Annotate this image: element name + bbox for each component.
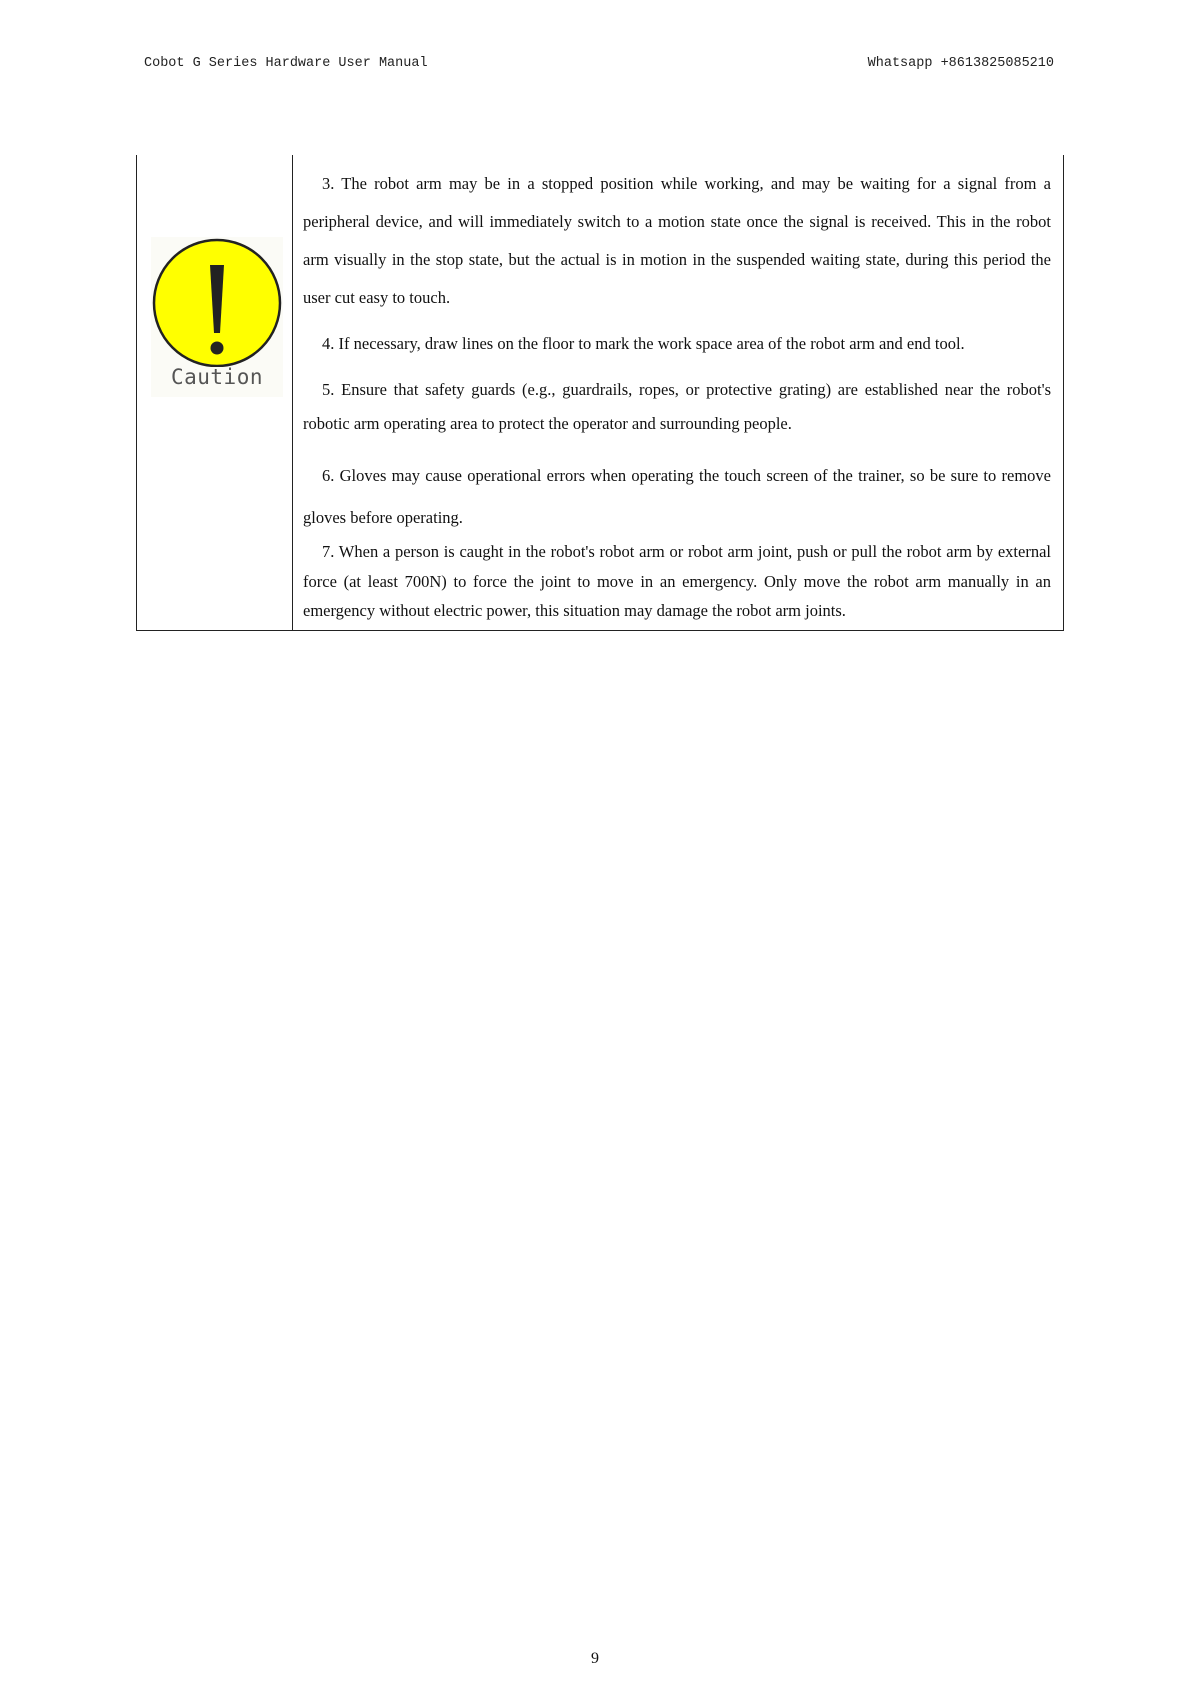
header-manual-title: Cobot G Series Hardware User Manual xyxy=(144,56,428,71)
caution-paragraph-4: 4. If necessary, draw lines on the floor to mark the work space area of the robot arm and end tool. xyxy=(322,334,965,353)
header-contact: Whatsapp +8613825085210 xyxy=(867,56,1054,71)
page-header xyxy=(144,56,1054,76)
caution-paragraph-5: 5. Ensure that safety guards (e.g., guardrails, ropes, or protective grating) are established near the robot's robotic arm operating area to protect the operator and surrounding people. xyxy=(303,380,1051,433)
caution-paragraph-7: 7. When a person is caught in the robot's robot arm or robot arm joint, push or pull the robot arm by external force (at least 700N) to force the joint to move in an emergency. Only move the robot arm manually in an emergency without electric power, this situation may damage the robot arm joints. xyxy=(303,542,1051,620)
caution-figure xyxy=(151,237,283,397)
caution-paragraph-3: 3. The robot arm may be in a stopped position while working, and may be waiting for a signal from a peripheral device, and will immediately switch to a motion state once the signal is received. This in the robot arm visually in the stop state, but the actual is in motion in the suspended waiting state, during this period the user cut easy to touch. xyxy=(303,174,1051,307)
caution-icon-cell xyxy=(137,155,293,630)
caution-text-cell xyxy=(293,155,1063,630)
caution-paragraph-6: 6. Gloves may cause operational errors when operating the touch screen of the trainer, so be sure to remove gloves before operating. xyxy=(303,466,1051,527)
caution-table xyxy=(136,155,1064,631)
page-number: 9 xyxy=(591,1650,599,1667)
exclamation-warning-icon xyxy=(151,237,283,367)
caution-label: Caution xyxy=(170,365,263,389)
